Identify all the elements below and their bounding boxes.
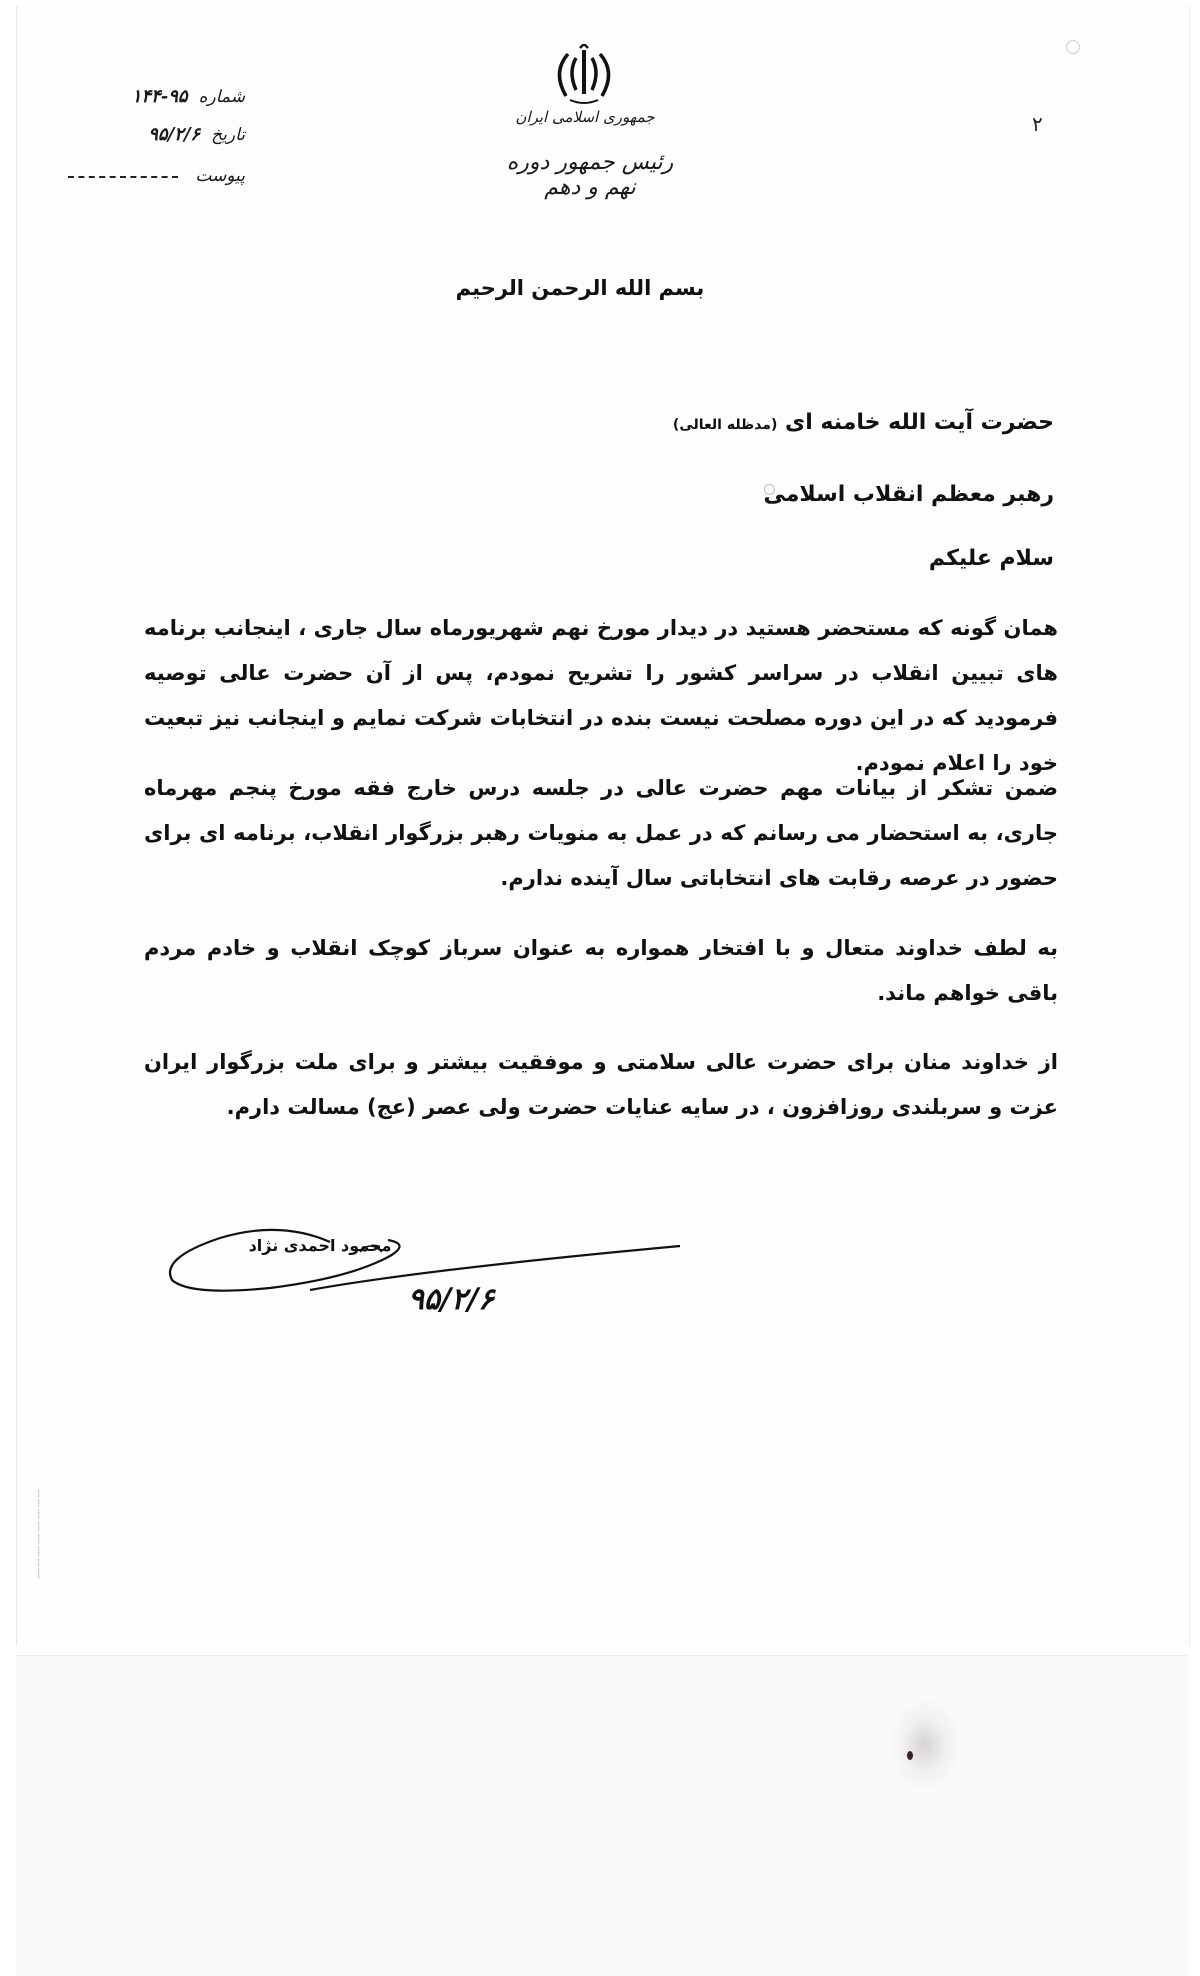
ref-date-value: ۹۵/۲/۶ (148, 124, 201, 145)
greeting: سلام علیکم (928, 546, 1054, 571)
punch-hole-mark (1066, 40, 1080, 54)
ink-spot (907, 1751, 913, 1760)
iran-emblem-icon (546, 44, 622, 106)
addressee-line (673, 410, 1054, 435)
ref-attachment-line (68, 176, 178, 178)
ref-date-label: تاریخ (211, 125, 245, 145)
paragraph-2: ضمن تشکر از بیانات مهم حضرت عالی در جلسه درس خارج فقه مورخ پنجم مهرماه جاری، به استحضار می رسانم که در عمل به منویات رهبر بزرگوار انقلاب، برنامه ای برای حضور در عرصه رقابت های انتخاباتی سال آینده ندارم. (144, 776, 1058, 890)
ref-date (40, 124, 245, 145)
letterhead-country: جمهوری اسلامی ایران (515, 108, 655, 126)
handwritten-signature (160, 1200, 700, 1340)
margin-print-note: --- --- ---- ---- ---- ---- --- ---- (35, 1489, 43, 1579)
ref-number (40, 86, 245, 107)
signer-name: محمود احمدی نژاد (248, 1236, 392, 1255)
ref-number-label: شماره (198, 87, 245, 107)
signature-date: ۹۵/۲/۶ (407, 1282, 495, 1317)
addressee-title: رهبر معظم انقلاب اسلامی (763, 482, 1054, 507)
ref-attachment-label: پیوست (195, 166, 245, 186)
basmala: بسم الله الرحمن الرحیم (455, 276, 705, 300)
ref-attachment (40, 166, 245, 186)
blank-scan-area (16, 1655, 1188, 1976)
paragraph-4: از خداوند منان برای حضرت عالی سلامتی و موفقیت بیشتر و برای ملت بزرگوار ایران عزت و سربلندی روزافزون ، در سایه عنایات حضرت ولی عصر (عج) مسالت دارم. (144, 1050, 1058, 1119)
paragraph-3: به لطف خداوند متعال و با افتخار همواره به عنوان سرباز کوچک انقلاب و خادم مردم باقی خواهم ماند. (144, 936, 1058, 1005)
addressee-name: حضرت آیت الله خامنه ای (785, 410, 1054, 435)
paragraph-1: همان گونه که مستحضر هستید در دیدار مورخ نهم شهریورماه سال جاری ، اینجانب برنامه های تبیین انقلاب در سراسر کشور را تشریح نمودم، پس از آن حضرت عالی توصیه فرمودید که در این دوره مصلحت نیست بنده در انتخابات شرکت نمایم و اینجانب نیز تبعیت خود را اعلام نمودم. (144, 616, 1058, 775)
ref-number-value: ۹۵-۱۴۴ (131, 86, 188, 107)
scan-dot (764, 484, 775, 495)
page-number-mark: ۲ (1032, 112, 1043, 136)
ink-smudge (890, 1700, 960, 1790)
letterhead-office: رئیس جمهور دوره نهم و دهم (506, 150, 674, 200)
addressee-honorific: (مدظله العالی) (672, 417, 778, 433)
